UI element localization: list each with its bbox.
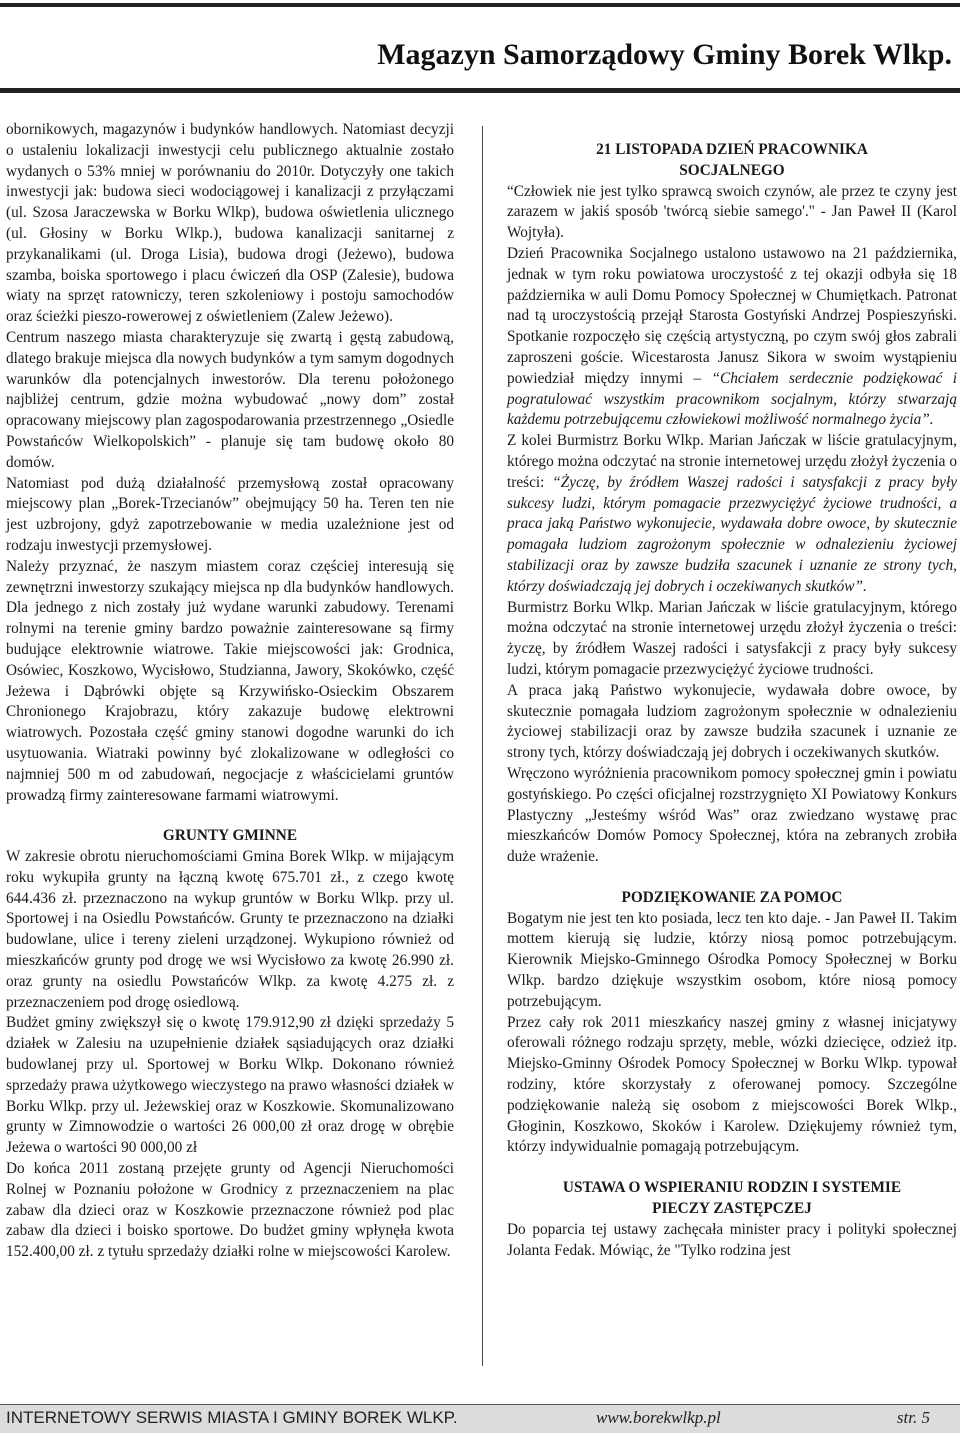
paragraph: Do końca 2011 zostaną przejęte grunty od Agencji Nieruchomości Rolnej w Poznaniu położone w Grodnicy z przeznaczeniem na plac zabaw dla dzieci oraz w Koszkowie przeznaczone również pod plac zabaw dla dzieci i boisko sportowe. Do budżet gminy wpłynęła kwota 152.400,00 zł. z tytułu sprzedaży działki rolne w miejscowości Karolew.	[6, 1160, 454, 1261]
column-divider	[482, 126, 483, 1366]
paragraph: Bogatym nie jest ten kto posiada, lecz ten kto daje. - Jan Paweł II. Takim mottem kierują się ludzie, którzy niosą pomoc potrzebującym. Kierownik Miejsko-Gminnego Ośrodka Pomocy Społecznej w Borku Wlkp. bardzo dziękuje wszystkim osobom, które niosą pomocy potrzebującym.	[507, 909, 957, 1010]
paragraph: Budżet gminy zwiększył się o kwotę 179.912,90 zł dzięki sprzedaży 5 działek w Zalesiu na uzupełnienie działek sąsiadujących oraz działki budowlanej przy ul. Sportowej w Borku Wlkp. Dokonano również sprzedaży prawa użytkowego wieczystego na prawo własności działek w Borku Wlkp. przy ul. Jeżewskiej oraz w Koszkowie. Skomunalizowano grunty w Zimnowodzie o wartości 26 000,00 zł oraz drogę w obrębie Jeżewa o wartości 90 000,00 zł	[6, 1014, 454, 1157]
paragraph: A praca jaką Państwo wykonujecie, wydawała dobre owoce, by skutecznie pomagała ludziom zagrożonym społecznie w odnalezieniu życiowej stabilizacji oraz by zawsze budziła szacunek i uznanie ze strony tych, którzy doświadczają jej dobrych i oczekiwanych skutków.	[507, 681, 957, 762]
paragraph	[507, 431, 957, 597]
paragraph-text: Dzień Pracownika Socjalnego ustalono ustawowo na 21 października, jednak w tym roku powiatowa uroczystość z tej okazji odbyła się 18 października w auli Domu Pomocy Społecznej w Chumiętkach. Patronat nad tą uroczystością przejął Starosta Gostyński Andrzej Pospieszyński. Spotkanie rozpoczęło się częścią artystyczną, po czym swój głos zabrali zaproszeni goście. Wicestarosta Janusz Sikora w swoim wystąpieniu powiedział między innymi –	[507, 244, 957, 387]
paragraph: Natomiast pod dużą działalność przemysłową został opracowany miejscowy plan „Borek-Trzecianów” obejmujący 50 ha. Teren ten nie jest uzbrojony, gdyż zapotrzebowanie w media uzależnione jest od rodzaju inwestycji przemysłowej.	[6, 474, 454, 554]
footer-service-name: INTERNETOWY SERWIS MIASTA I GMINY BOREK WLKP.	[6, 1408, 458, 1427]
section-heading-line: USTAWA O WSPIERANIU RODZIN I SYSTEMIE	[562, 1179, 902, 1197]
section-heading-line: SOCJALNEGO	[679, 161, 785, 179]
paragraph: Burmistrz Borku Wlkp. Marian Jańczak w liście gratulacyjnym, którego można odczytać na stronie internetowej urzędu złożył życzenia o treści: życzę, by źródłem Waszej radości i satysfakcji z pracy były sukcesy ludzi, którym pomagacie przezwyciężyć życiowe trudności.	[507, 598, 957, 678]
paragraph: W zakresie obrotu nieruchomościami Gmina Borek Wlkp. w mijającym roku wykupiła grunty na łączną kwotę 675.701 zł., z czego kwotę 644.436 zł. przeznaczono na wykup gruntów w Borku Wlkp. przy ul. Sportowej i na Osiedlu Powstańców. Grunty te przeznaczono na działki budowlane, ulice i tereny zieleni urządzonej. Wykupiono również od mieszkańców grunty pod drogę we wsi Wycisłowo za kwotę 26.990 zł. oraz grunty na osiedlu Powstańców Wlkp. za kwotę 4.275 zł. z przeznaczeniem pod drogę osiedlową.	[6, 848, 454, 1011]
section-heading-grunty-gminne: GRUNTY GMINNE	[162, 827, 298, 845]
header-rule	[0, 88, 960, 93]
quote-italic: “Życzę, by źródłem Waszej radości i satysfakcji z pracy były sukcesy ludzi, którym pomagacie przezwyciężyć życiowe trudności, a praca jaką Państwo wykonujecie, wydawała dobre owoce, by skutecznie pomagała ludziom zagrożonym społecznie w odnalezieniu życiowej stabilizacji oraz by zawsze budziła szacunek i uznanie ze strony tych, którzy doświadczają jej dobrych i oczekiwanych skutków”.	[507, 473, 957, 595]
quote: “Człowiek nie jest tylko sprawcą swoich czynów, ale przez te czyny jest zarazem w jakiś sposób 'twórcą siebie samego'." - Jan Paweł II (Karol Wojtyła).	[507, 182, 957, 242]
section-heading-line: PIECZY ZASTĘPCZEJ	[652, 1200, 812, 1218]
spacer	[6, 806, 454, 826]
top-rule	[0, 3, 960, 7]
page-number: str. 5	[896, 1408, 930, 1427]
paragraph: Do poparcia tej ustawy zachęcała minister pracy i polityki społecznej Jolanta Fedak. Mówiąc, że "Tylko rodzina jest	[507, 1220, 957, 1259]
paragraph	[507, 244, 957, 431]
paragraph: Centrum naszego miasta charakteryzuje się zwartą i gęstą zabudową, dlatego brakuje miejsca dla nowych budynków a tym samym dogodnych warunków dla potencjalnych inwestorów. Dla terenu położonego najbliżej centrum, gdzie można wybudować „nowy dom” został opracowany miejscowy plan zagospodarowania przestrzennego „Osiedle Powstańców Wielkopolskich” - planuje się tam budowę około 80 domów.	[6, 328, 454, 471]
quote-italic: “Chciałem serdecznie podziękować i pogratulować wszystkim pracownikom socjalnym, którzy stwarzają każdemu potrzebującemu człowiekowi możliwość normalnego życia”.	[507, 369, 957, 429]
paragraph: Przez cały rok 2011 mieszkańcy naszej gminy z własnej inicjatywy oferowali różnego rodzaju sprzęty, meble, wózki dziecięce, odzież itp. Miejsko-Gminny Ośrodek Pomocy Społecznej w Borku Wlkp. typował rodziny, które skorzystały z oferowanej pomocy. Szczególne podziękowanie należą się osobom z miejscowości Borek Wlkp., Głoginin, Koszkowo, Skoków i Karolew. Dziękujemy również tym, którzy indywidualnie pomagają potrzebującym.	[507, 1013, 957, 1156]
left-column	[6, 120, 454, 1263]
paragraph: obornikowych, magazynów i budynków handlowych. Natomiast decyzji o ustaleniu lokalizacji inwestycji celu publicznego aktualnie zostało wydanych o 53% mniej w porównaniu do 2010r. Dotyczyły one takich inwestycji jak: budowa sieci wodociągowej i kanalizacji z przyłączami (ul. Szosa Jaraczewska w Borku Wlkp), budowa oświetlenia ulicznego (ul. Głosiny w Borku Wlkp.), budowa kanalizacji sanitarnej z przykanalikami (ul. Droga Lisia), budowa drogi (Jeżewo), budowa szamba, boiska sportowego i placu ćwiczeń dla OSP (Zalesie), budowa wiaty na sprzęt ratowniczy, teren szkoleniowy i postoju samochodów oraz ścieżki pieszo-rowerowej z oświetleniem (Zalew Jeżewo).	[6, 121, 454, 326]
paragraph-text: Z kolei Burmistrz Borku Wlkp. Marian Jańczak w liście gratulacyjnym, którego można odczytać na stronie internetowej urzędu złożył życzenia o treści:	[507, 432, 957, 491]
spacer	[507, 1158, 957, 1178]
spacer	[507, 868, 957, 888]
right-column	[507, 120, 957, 1261]
section-heading-line: 21 LISTOPADA DZIEŃ PRACOWNIKA	[596, 141, 868, 158]
spacer	[507, 120, 957, 140]
footer-url-link[interactable]: www.borekwlkp.pl	[596, 1408, 721, 1427]
magazine-title: Magazyn Samorządowy Gminy Borek Wlkp.	[377, 38, 952, 71]
paragraph: Należy przyznać, że naszym miastem coraz częściej interesują się zewnętrzni inwestorzy szukający miejsca np dla budynków handlowych. Dla jednego z nich zostały już wydane warunki zabudowy. Terenami rolnymi na terenie gminy bardzo poważnie zainteresowane są firmy budujące elektrownie wiatrowe. Takie miejscowości jak: Grodnica, Osówiec, Koszkowo, Wycisłowo, Studzianna, Jawory, Skokówko, część Jeżewa i Dąbrówki objęte są Krzywińsko-Osieckim Obszarem Chronionego Krajobrazu, który zakazuje budowę elektrowni wiatrowych. Pozostała część gminy stanowi dogodne warunki do ich usytuowania. Wiatraki powinny być zlokalizowane w odległości co najmniej 500 m od zabudowań, negocjacje z właścicielami gruntów prowadzą firmy zainteresowane farmami wiatrowymi.	[6, 557, 454, 804]
paragraph: Wręczono wyróżnienia pracownikom pomocy społecznej gmin i powiatu gostyńskiego. Po części oficjalnej rozstrzygnięto XI Powiatowy Konkurs Plastyczny „Jesteśmy wśród Was” oraz zwiedzano wystawę prac mieszkańców Domów Pomocy Społecznej, która na zebranych zrobiła duże wrażenie.	[507, 764, 957, 866]
section-heading-podziekowanie: PODZIĘKOWANIE ZA POMOC	[621, 888, 843, 906]
